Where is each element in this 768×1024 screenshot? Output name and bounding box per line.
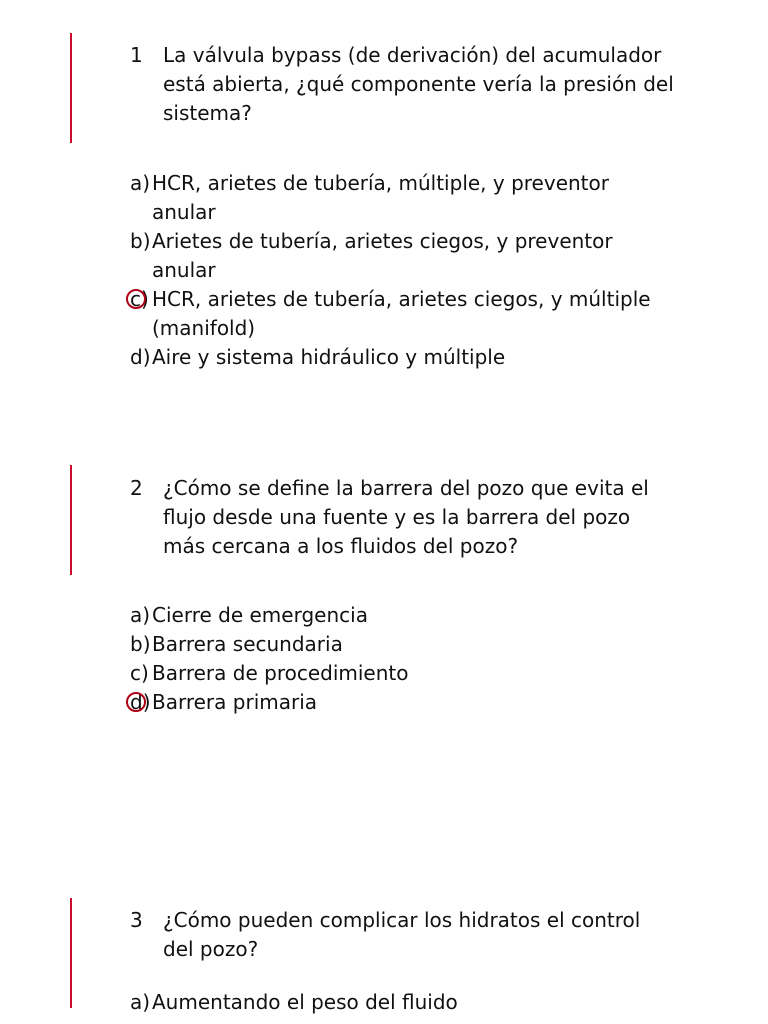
option-2c-letter: c)	[130, 661, 149, 685]
option-1a	[130, 169, 690, 227]
option-2b	[130, 630, 690, 659]
option-1c-letter-text: c)	[130, 287, 149, 311]
option-1d-text: Aire y sistema hidráulico y múltiple	[152, 345, 506, 369]
option-1b-text: Arietes de tubería, arietes ciegos, y preventor	[152, 229, 613, 253]
question-1-text: La válvula bypass (de derivación) del acumulador está abierta, ¿qué componente vería la presión del sistema?	[163, 43, 674, 125]
question-2-text: ¿Cómo se define la barrera del pozo que evita el flujo desde una fuente y es la barrera del pozo más cercana a los fluidos del pozo?	[163, 476, 649, 558]
option-1a-continuation: anular	[152, 200, 216, 224]
question-3-text: ¿Cómo pueden complicar los hidratos el control del pozo?	[163, 908, 641, 961]
option-2a-letter: a)	[130, 603, 151, 627]
option-2b-letter: b)	[130, 632, 151, 656]
question-2-margin-bar	[70, 465, 72, 575]
option-2d-text: Barrera primaria	[152, 690, 318, 714]
option-1d-letter: d)	[130, 345, 151, 369]
question-1-margin-bar	[70, 33, 72, 143]
question-2-number: 2	[130, 476, 143, 500]
answer-circle-icon	[126, 289, 146, 309]
option-2c-text: Barrera de procedimiento	[152, 661, 409, 685]
option-1c-letter	[130, 285, 152, 314]
option-3a	[130, 988, 690, 1017]
question-3-number: 3	[130, 908, 143, 932]
option-1d	[130, 343, 690, 372]
option-3a-letter: a)	[130, 990, 151, 1014]
option-1b-letter: b)	[130, 229, 151, 253]
question-3-options	[130, 988, 690, 1017]
question-2-options	[130, 601, 690, 717]
option-2d	[130, 688, 690, 717]
option-1b	[130, 227, 690, 285]
option-1c-continuation: (manifold)	[152, 316, 256, 340]
question-3-margin-bar	[70, 898, 72, 1008]
option-1c	[130, 285, 690, 343]
option-1b-continuation: anular	[152, 258, 216, 282]
option-2b-text: Barrera secundaria	[152, 632, 343, 656]
answer-circle-icon	[126, 692, 146, 712]
option-1a-text: HCR, arietes de tubería, múltiple, y preventor	[152, 171, 609, 195]
question-1-number: 1	[130, 43, 143, 67]
option-2a	[130, 601, 690, 630]
option-1c-text: HCR, arietes de tubería, arietes ciegos, y múltiple	[152, 287, 651, 311]
option-3a-text: Aumentando el peso del fluido	[152, 990, 458, 1014]
option-2a-text: Cierre de emergencia	[152, 603, 368, 627]
option-2c	[130, 659, 690, 688]
option-2d-letter-text: d)	[130, 690, 151, 714]
option-1a-letter: a)	[130, 171, 151, 195]
question-1-options	[130, 169, 690, 372]
option-2d-letter	[130, 688, 152, 717]
